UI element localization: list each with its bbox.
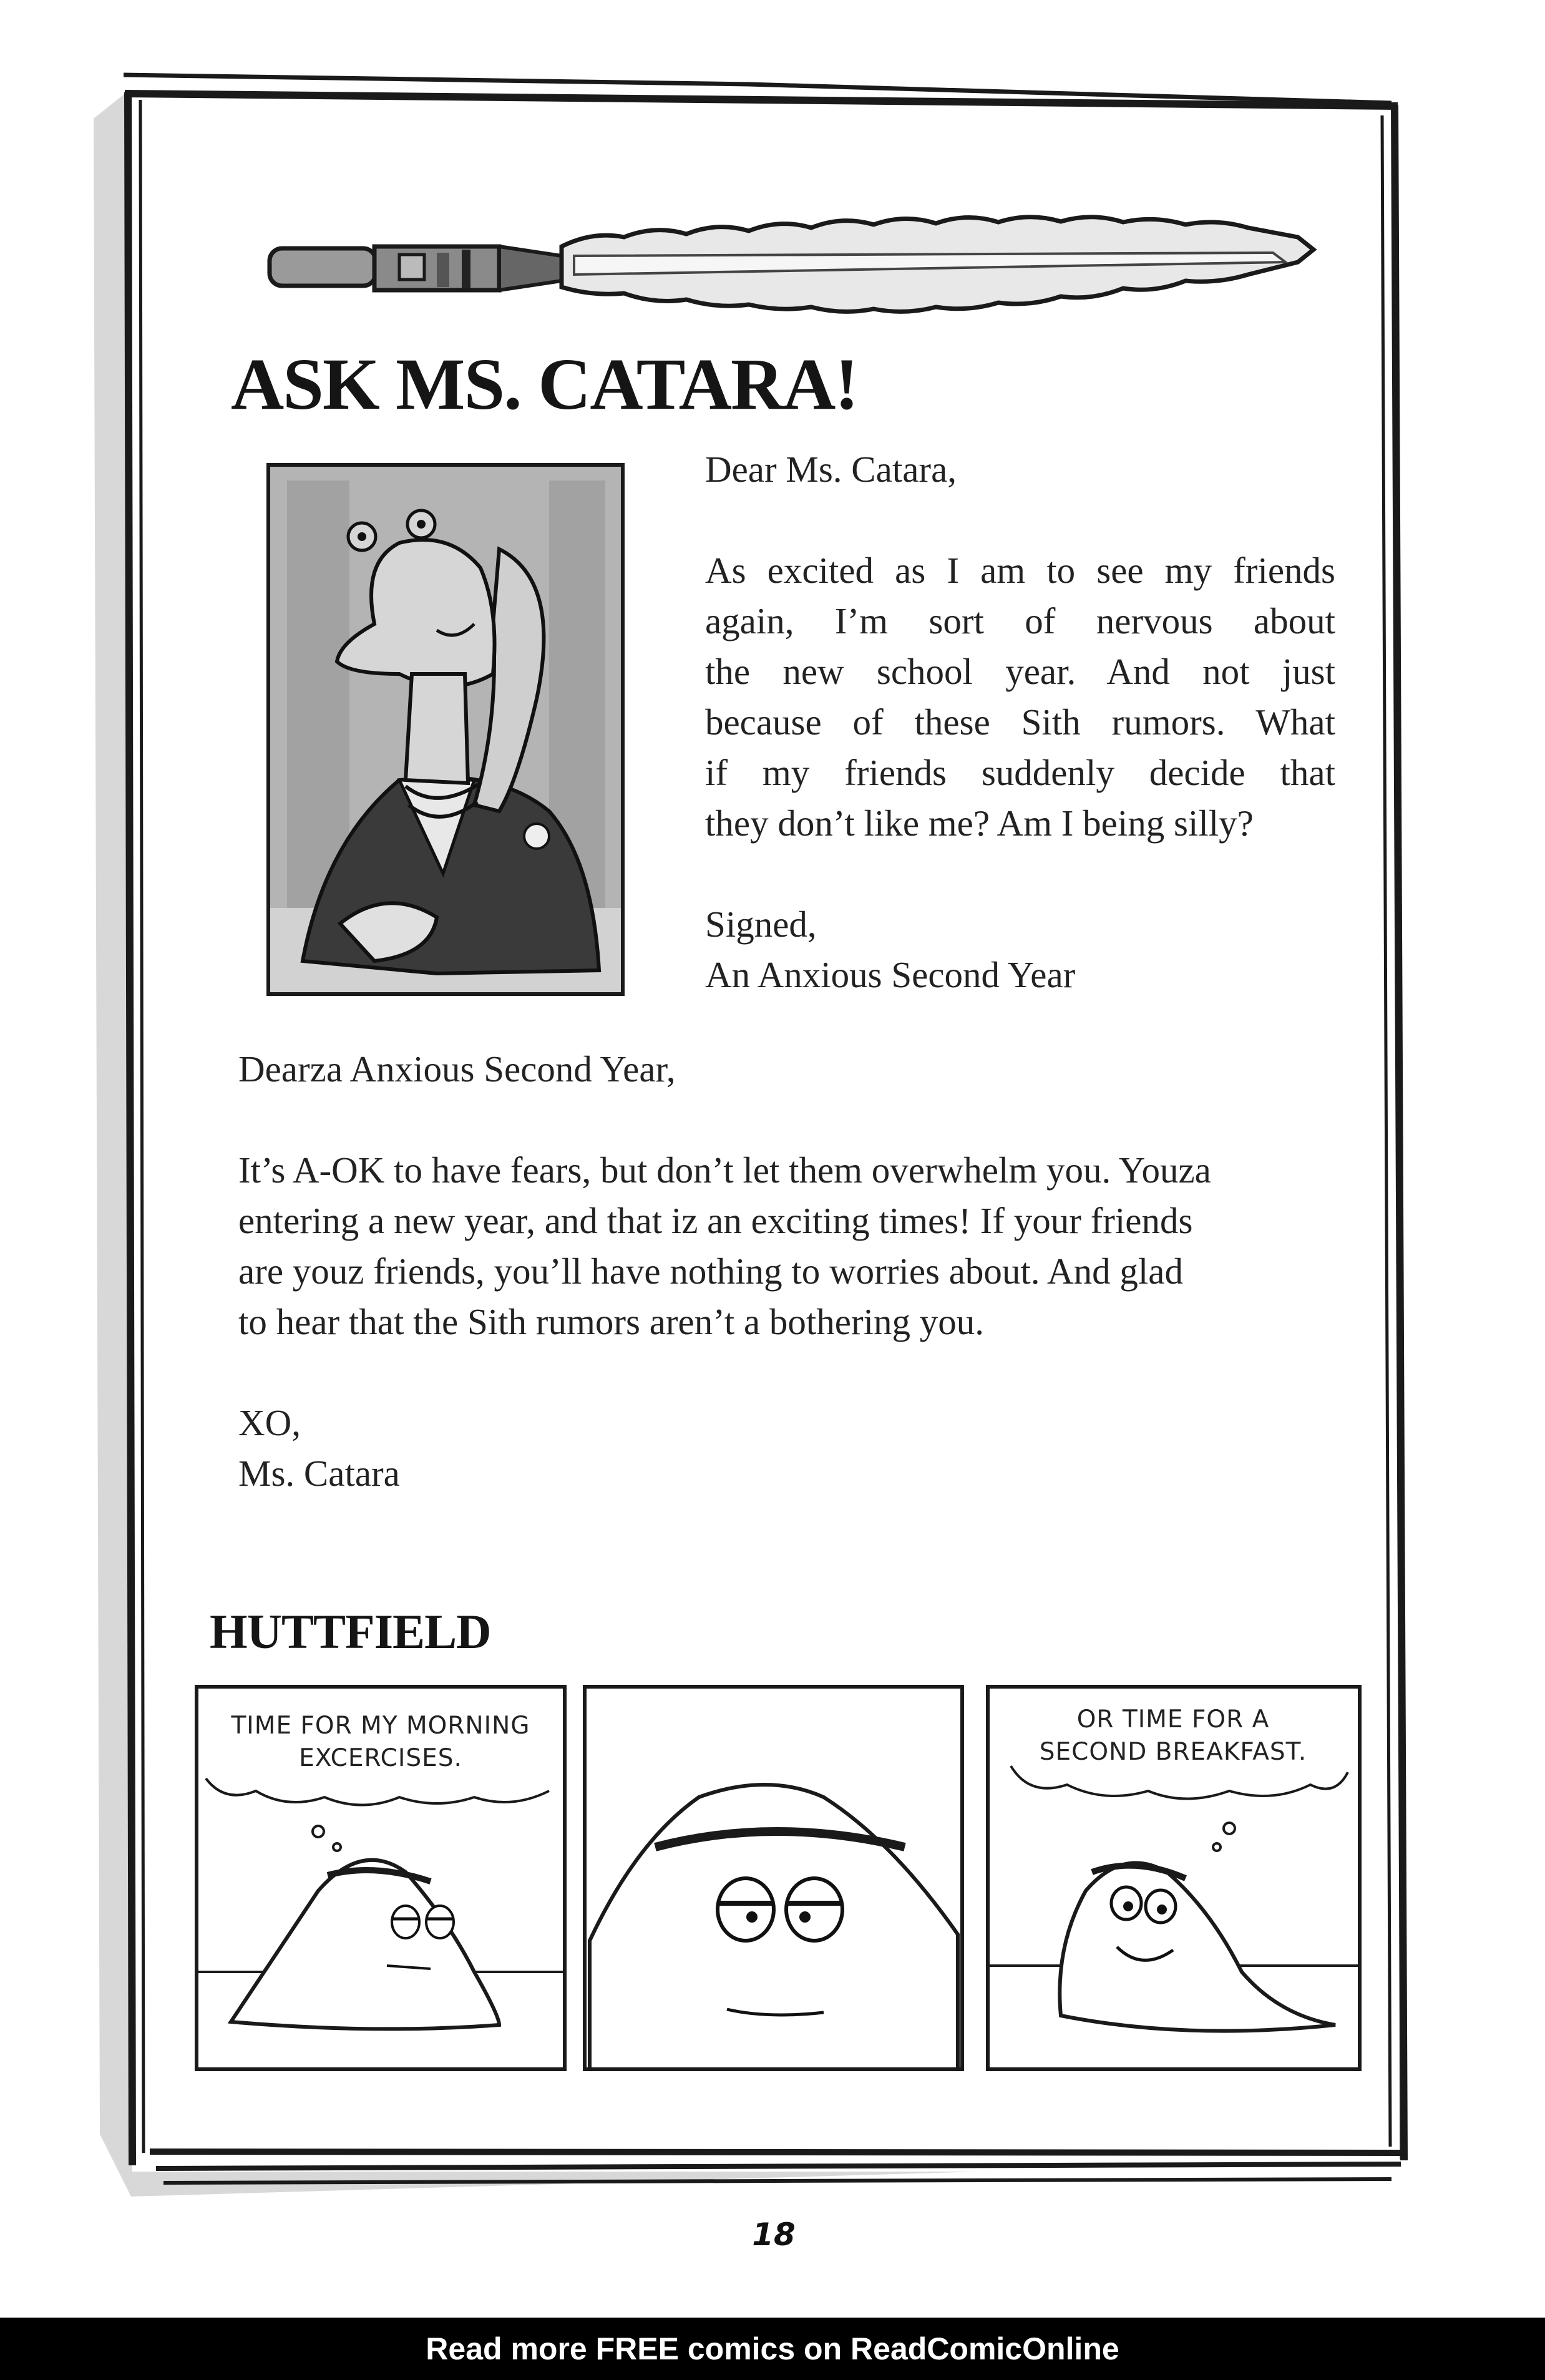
letter-line: they don’t like me? Am I being silly? <box>705 802 1254 844</box>
letter-line: As excited as I am to see my friends <box>705 550 1335 591</box>
comic-panel-2 <box>585 1687 962 2069</box>
letter-line: again, I’m sort of nervous about <box>705 600 1335 641</box>
thought-bubble-3 <box>998 1704 1348 1768</box>
reply-signature: Ms. Catara <box>238 1453 400 1494</box>
advice-reply <box>238 1044 1362 1499</box>
letter-line: the new school year. And not just <box>705 651 1335 692</box>
reply-line: are youz friends, you’ll have nothing to worries about. And glad <box>238 1251 1183 1292</box>
article-title: ASK MS. CATARA! <box>231 343 858 425</box>
thought-bubble-1 <box>206 1710 555 1775</box>
letter-signed: Signed, <box>705 904 817 945</box>
thought-text: OR TIME FOR A <box>1076 1705 1270 1734</box>
comic-title: HUTTFIELD <box>210 1604 491 1659</box>
footer-banner[interactable] <box>0 2318 1545 2380</box>
reply-line: entering a new year, and that iz an exciting times! If your friends <box>238 1200 1193 1241</box>
letter-salutation: Dear Ms. Catara, <box>705 449 957 490</box>
letter-signature: An Anxious Second Year <box>705 954 1076 995</box>
footer-link[interactable]: Read more FREE comics on ReadComicOnline <box>426 2331 1119 2366</box>
page-number: 18 <box>752 2217 796 2253</box>
letter-line: if my friends suddenly decide that <box>705 752 1335 793</box>
thought-text: TIME FOR MY MORNING <box>231 1712 530 1740</box>
reader-letter <box>705 444 1335 1000</box>
reply-line: It’s A-OK to have fears, but don’t let them overwhelm you. Youza <box>238 1149 1211 1191</box>
letter-line: because of these Sith rumors. What <box>705 701 1335 743</box>
ms-catara-portrait <box>268 465 623 994</box>
thought-text: SECOND BREAKFAST. <box>1039 1738 1307 1766</box>
reply-closing: XO, <box>238 1402 301 1443</box>
reply-line: to hear that the Sith rumors aren’t a bothering you. <box>238 1301 985 1342</box>
reply-salutation: Dearza Anxious Second Year, <box>238 1048 676 1090</box>
thought-text: EXCERCISES. <box>299 1744 462 1772</box>
